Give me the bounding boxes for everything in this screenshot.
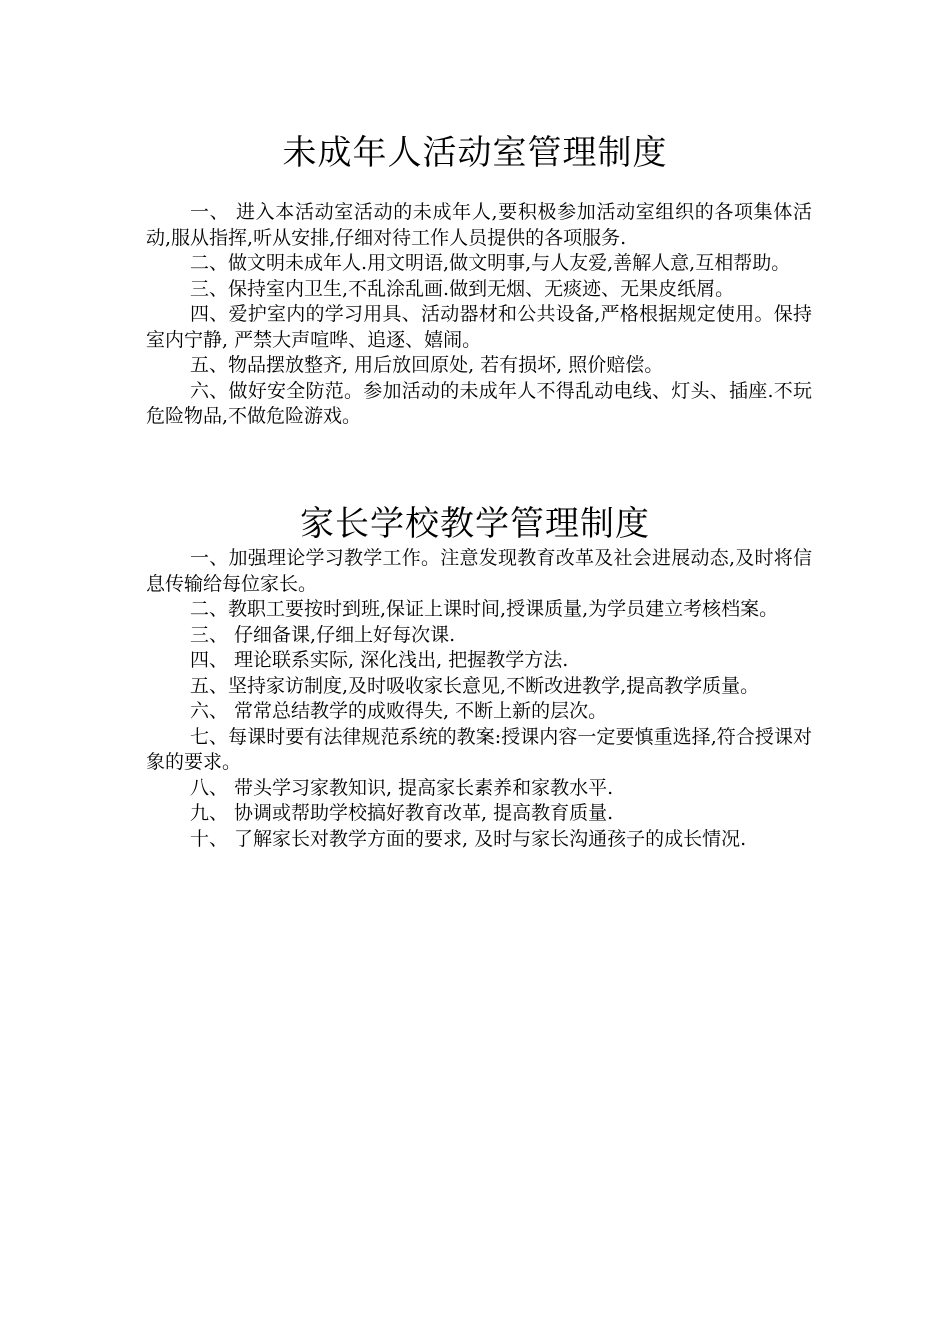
section-title-parent-school: 家长学校教学管理制度 bbox=[300, 504, 650, 544]
rule-paragraph: 二、教职工要按时到班,保证上课时间,授课质量,为学员建立考核档案。 bbox=[190, 598, 779, 620]
rule-paragraph: 六、做好安全防范。参加活动的未成年人不得乱动电线、灯头、插座.不玩危险物品,不做危险游戏。 bbox=[146, 379, 812, 427]
rule-paragraph: 八、 带头学习家教知识, 提高家长素养和家教水平. bbox=[190, 776, 614, 799]
rule-paragraph: 三、 仔细备课,仔细上好每次课. bbox=[190, 623, 456, 646]
rule-paragraph: 五、物品摆放整齐, 用后放回原处, 若有损坏, 照价赔偿。 bbox=[190, 354, 664, 376]
rule-paragraph: 五、坚持家访制度,及时吸收家长意见,不断改进教学,提高教学质量。 bbox=[190, 674, 760, 697]
rule-paragraph: 十、 了解家长对教学方面的要求, 及时与家长沟通孩子的成长情况. bbox=[190, 827, 747, 850]
rule-paragraph: 三、保持室内卫生,不乱涂乱画.做到无烟、无痰迹、无果皮纸屑。 bbox=[190, 277, 735, 300]
rule-paragraph: 二、做文明未成年人.用文明语,做文明事,与人友爱,善解人意,互相帮助。 bbox=[190, 252, 791, 274]
section-title-activity-room: 未成年人活动室管理制度 bbox=[282, 133, 668, 173]
rule-paragraph: 九、 协调或帮助学校搞好教育改革, 提高教育质量. bbox=[190, 802, 614, 824]
rule-paragraph: 四、 理论联系实际, 深化浅出, 把握教学方法. bbox=[190, 649, 569, 671]
rule-paragraph: 一、加强理论学习教学工作。注意发现教育改革及社会进展动态,及时将信息传输给每位家长。 bbox=[146, 547, 812, 595]
section-body-activity-room bbox=[146, 200, 812, 430]
section-body-parent-school bbox=[146, 546, 812, 852]
rule-paragraph: 七、每课时要有法律规范系统的教案:授课内容一定要慎重选择,符合授课对象的要求。 bbox=[146, 725, 812, 773]
rule-paragraph: 六、 常常总结教学的成败得失, 不断上新的层次。 bbox=[190, 700, 608, 722]
rule-paragraph: 一、 进入本活动室活动的未成年人,要积极参加活动室组织的各项集体活动,服从指挥,听从安排,仔细对待工作人员提供的各项服务. bbox=[146, 201, 812, 249]
rule-paragraph: 四、爱护室内的学习用具、活动器材和公共设备,严格根据规定使用。保持室内宁静, 严禁大声喧哗、追逐、嬉闹。 bbox=[146, 303, 812, 351]
